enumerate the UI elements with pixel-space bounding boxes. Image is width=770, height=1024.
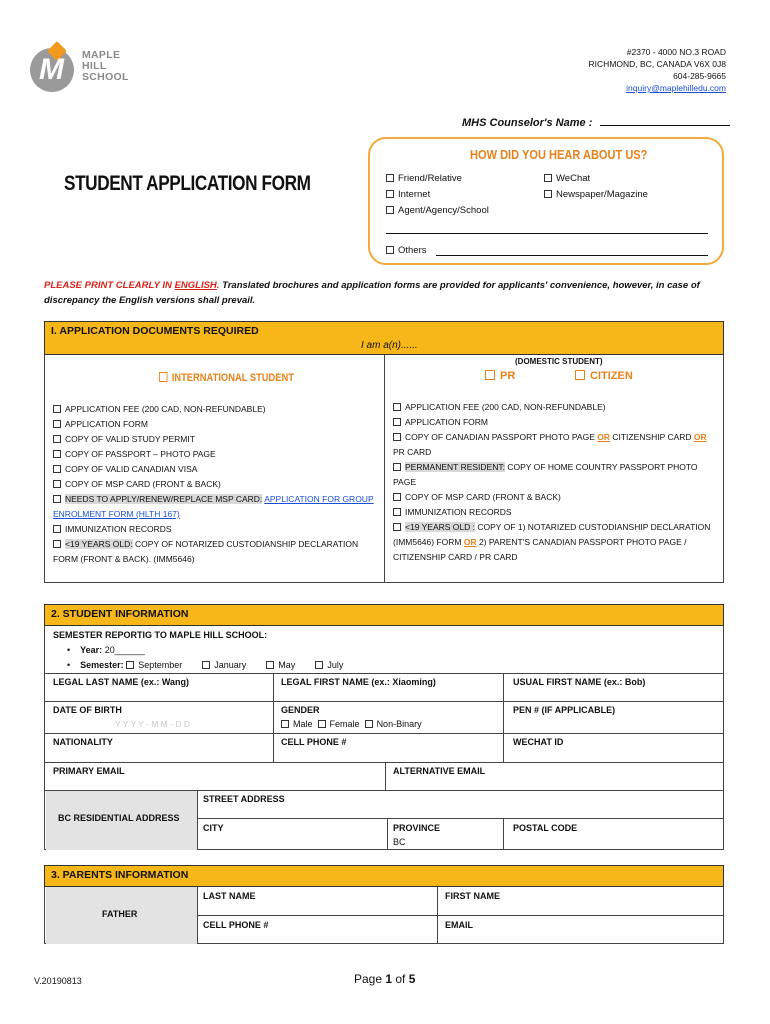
city-field[interactable]: CITY	[203, 823, 224, 833]
referral-box	[368, 137, 724, 265]
pen-field[interactable]: PEN # (IF APPLICABLE)	[513, 705, 616, 715]
cell-phone-field[interactable]: CELL PHONE #	[281, 737, 347, 747]
citizen-option[interactable]: CITIZEN	[575, 370, 633, 382]
checkbox-icon[interactable]	[53, 420, 61, 428]
option-friend[interactable]: Friend/Relative	[386, 173, 462, 184]
option-internet[interactable]: Internet	[386, 189, 430, 200]
agent-name-line[interactable]	[386, 233, 708, 234]
checkbox-icon[interactable]	[53, 435, 61, 443]
postal-code-field[interactable]: POSTAL CODE	[513, 823, 578, 833]
logo-line-school: SCHOOL	[82, 71, 129, 83]
province-label: PROVINCE	[393, 823, 441, 833]
semester-report-label: SEMESTER REPORTIG TO MAPLE HILL SCHOOL:	[53, 630, 268, 640]
list-item[interactable]: IMMUNIZATION RECORDS	[53, 522, 381, 537]
i-am-label: I am a(n)......	[361, 340, 418, 351]
phone-number: 604-285-9665	[673, 71, 726, 81]
checkbox-icon[interactable]	[393, 508, 401, 516]
checkbox-icon[interactable]	[485, 370, 495, 380]
logo-line-maple: MAPLE	[82, 49, 121, 61]
father-cell	[46, 887, 197, 944]
checkbox-icon[interactable]	[393, 418, 401, 426]
checkbox-icon[interactable]	[53, 450, 61, 458]
checkbox-icon[interactable]	[386, 174, 394, 182]
form-title: STUDENT APPLICATION FORM	[64, 172, 311, 195]
referral-title: HOW DID YOU HEAR ABOUT US?	[470, 147, 648, 162]
gender-label: GENDER	[281, 705, 320, 715]
option-wechat[interactable]: WeChat	[544, 173, 590, 184]
version-label: V.20190813	[34, 976, 82, 986]
legal-last-name-field[interactable]: LEGAL LAST NAME (ex.: Wang)	[53, 677, 189, 687]
usual-first-name-field[interactable]: USUAL FIRST NAME (ex.: Bob)	[513, 677, 646, 687]
section3-header: 3. PARENTS INFORMATION	[44, 865, 724, 887]
checkbox-icon[interactable]	[53, 495, 61, 503]
checkbox-icon[interactable]	[365, 720, 373, 728]
others-input-line[interactable]	[436, 255, 708, 256]
father-first-name-field[interactable]: FIRST NAME	[445, 891, 500, 901]
checkbox-icon[interactable]	[386, 246, 394, 254]
list-item[interactable]: APPLICATION FORM	[53, 417, 381, 432]
msp-application-link[interactable]: APPLICATION FOR GROUP ENROLMENT FORM (HLTH 167)	[53, 494, 374, 519]
logo-wordmark	[82, 50, 129, 83]
bc-address-label: BC RESIDENTIAL ADDRESS	[58, 813, 180, 823]
student-info-section	[44, 604, 724, 850]
street-address-field[interactable]: STREET ADDRESS	[203, 794, 285, 804]
list-item[interactable]: APPLICATION FEE (200 CAD, NON-REFUNDABLE)	[393, 400, 719, 415]
parents-info-section	[44, 865, 724, 944]
address-line: RICHMOND, BC, CANADA V6X 0J8	[588, 59, 726, 69]
checkbox-icon[interactable]	[202, 661, 210, 669]
checkbox-icon[interactable]	[53, 525, 61, 533]
list-item[interactable]: COPY OF VALID STUDY PERMIT	[53, 432, 381, 447]
logo-letter: M	[39, 53, 64, 86]
checkbox-icon[interactable]	[393, 523, 401, 531]
checkbox-icon[interactable]	[393, 403, 401, 411]
domestic-label: (DOMESTIC STUDENT)	[515, 357, 603, 366]
father-email-field[interactable]: EMAIL	[445, 920, 473, 930]
primary-email-field[interactable]: PRIMARY EMAIL	[53, 766, 125, 776]
checkbox-icon[interactable]	[318, 720, 326, 728]
checkbox-icon[interactable]	[575, 370, 585, 380]
checkbox-icon[interactable]	[53, 465, 61, 473]
semester-field: • Semester: September January May July	[67, 660, 344, 670]
english-notice: PLEASE PRINT CLEARLY IN ENGLISH. Translated brochures and application forms are provided for applicants' convenience, however, in case of discrepancy the English versions shall prevail.	[44, 280, 700, 306]
option-others[interactable]: Others	[386, 245, 427, 256]
option-agent[interactable]: Agent/Agency/School	[386, 205, 489, 216]
counselor-name-input[interactable]	[600, 116, 730, 126]
documents-section	[44, 321, 724, 583]
checkbox-icon[interactable]	[266, 661, 274, 669]
page-indicator: Page 1 of 5	[354, 972, 416, 986]
school-logo	[30, 44, 130, 94]
international-option[interactable]: INTERNATIONAL STUDENT	[159, 372, 294, 384]
list-item[interactable]: <19 YEARS OLD: COPY OF NOTARIZED CUSTODIANSHIP DECLARATION FORM (FRONT & BACK). (IMM5646)	[53, 539, 359, 564]
dob-label: DATE OF BIRTH	[53, 705, 122, 715]
list-item[interactable]: PERMANENT RESIDENT: COPY OF HOME COUNTRY PASSPORT PHOTO PAGE	[393, 462, 698, 487]
international-doc-list	[53, 402, 381, 567]
list-item[interactable]: COPY OF PASSPORT – PHOTO PAGE	[53, 447, 381, 462]
list-item[interactable]: APPLICATION FEE (200 CAD, NON-REFUNDABLE)	[53, 402, 381, 417]
section1-header: I. APPLICATION DOCUMENTS REQUIRED I am a(n)......	[44, 321, 724, 355]
section2-header: 2. STUDENT INFORMATION	[44, 604, 724, 626]
wechat-id-field[interactable]: WECHAT ID	[513, 737, 564, 747]
dob-input[interactable]: Y Y Y Y - M M - D D	[115, 719, 190, 729]
counselor-name-field	[462, 116, 730, 129]
father-last-name-field[interactable]: LAST NAME	[203, 891, 256, 901]
list-item[interactable]: IMMUNIZATION RECORDS	[393, 505, 719, 520]
address-line: #2370 - 4000 NO.3 ROAD	[626, 47, 726, 57]
option-newspaper[interactable]: Newspaper/Magazine	[544, 189, 648, 200]
year-field[interactable]: • Year: 20______	[67, 645, 145, 655]
checkbox-icon[interactable]	[53, 405, 61, 413]
checkbox-icon[interactable]	[315, 661, 323, 669]
checkbox-icon[interactable]	[159, 372, 168, 382]
checkbox-icon[interactable]	[393, 463, 401, 471]
checkbox-icon[interactable]	[393, 433, 401, 441]
alternative-email-field[interactable]: ALTERNATIVE EMAIL	[393, 766, 486, 776]
list-item[interactable]: COPY OF MSP CARD (FRONT & BACK)	[393, 490, 719, 505]
legal-first-name-field[interactable]: LEGAL FIRST NAME (ex.: Xiaoming)	[281, 677, 436, 687]
email-link[interactable]: inquiry@maplehilledu.com	[626, 83, 726, 93]
checkbox-icon[interactable]	[544, 190, 552, 198]
checkbox-icon[interactable]	[53, 540, 61, 548]
province-value: BC	[393, 837, 406, 847]
checkbox-icon[interactable]	[544, 174, 552, 182]
nationality-field[interactable]: NATIONALITY	[53, 737, 113, 747]
father-cell-phone-field[interactable]: CELL PHONE #	[203, 920, 269, 930]
checkbox-icon[interactable]	[386, 190, 394, 198]
checkbox-icon[interactable]	[386, 206, 394, 214]
pr-option[interactable]: PR	[485, 370, 515, 382]
checkbox-icon[interactable]	[126, 661, 134, 669]
checkbox-icon[interactable]	[281, 720, 289, 728]
father-label: FATHER	[102, 909, 138, 919]
list-item[interactable]: COPY OF VALID CANADIAN VISA	[53, 462, 381, 477]
list-item[interactable]: APPLICATION FORM	[393, 415, 719, 430]
logo-line-hill: HILL	[82, 60, 107, 72]
domestic-doc-list	[393, 400, 719, 565]
bc-address-cell	[46, 791, 197, 850]
list-item[interactable]: <19 YEARS OLD : COPY OF 1) NOTARIZED CUSTODIANSHIP DECLARATION (IMM5646) FORM OR 2) PARENT'S CANADIAN PASSPORT PHOTO PAGE / CITIZENSHIP CARD / PR CARD	[393, 522, 711, 562]
checkbox-icon[interactable]	[53, 480, 61, 488]
counselor-label: MHS Counselor's Name :	[462, 117, 593, 129]
list-item[interactable]: COPY OF CANADIAN PASSPORT PHOTO PAGE OR CITIZENSHIP CARD OR PR CARD	[393, 432, 707, 457]
list-item[interactable]: COPY OF MSP CARD (FRONT & BACK)	[53, 477, 381, 492]
list-item[interactable]: NEEDS TO APPLY/RENEW/REPLACE MSP CARD: APPLICATION FOR GROUP ENROLMENT FORM (HLTH 167)	[53, 494, 374, 519]
school-address	[589, 46, 726, 94]
gender-options: Male Female Non-Binary	[281, 719, 422, 729]
checkbox-icon[interactable]	[393, 493, 401, 501]
